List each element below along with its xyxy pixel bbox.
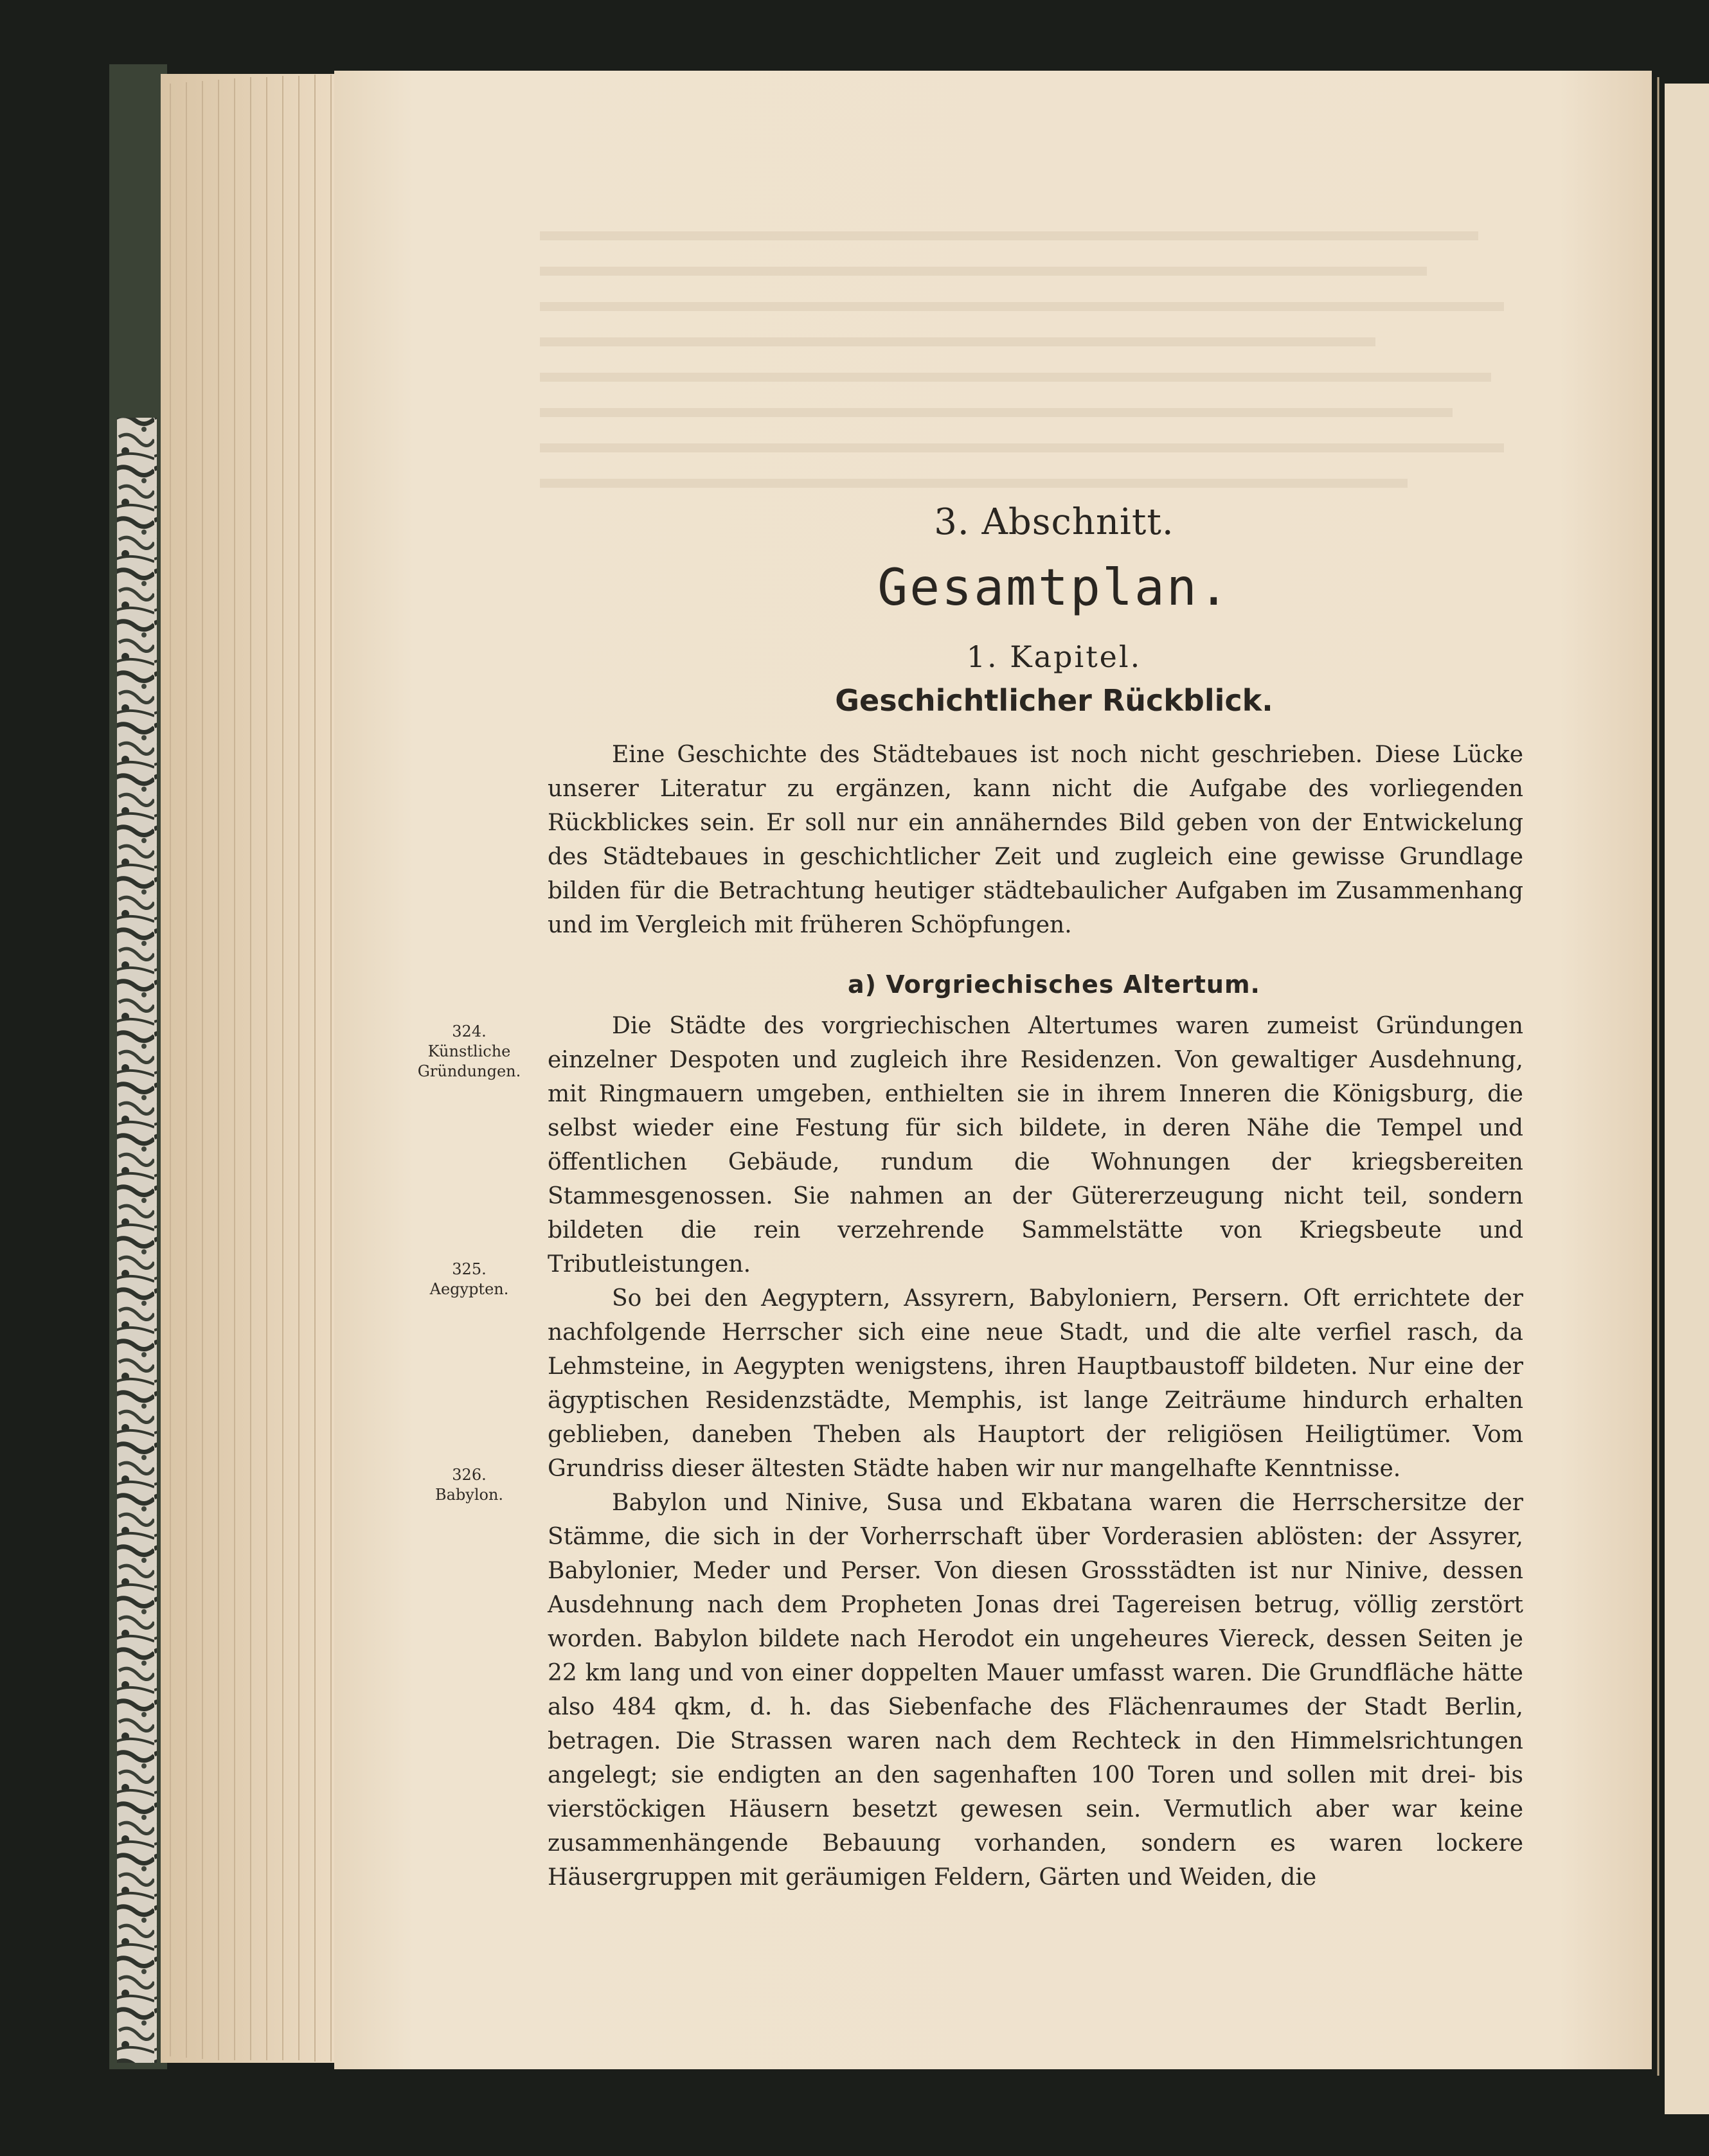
- marbled-cover: [117, 418, 157, 2063]
- part-title: Gesamtplan.: [877, 559, 1231, 617]
- paragraph-aegypten: So bei den Aegyptern, Assyrern, Babyloniern, Persern. Oft errichtete der nachfolgende Herrscher sich eine neue Stadt, und die alte verfiel rasch, da Lehmsteine, in Aegypten wenigstens, ihren Hauptbaustoff bildeten. Nur eine der ägyptischen Residenzstädte, Memphis, ist lange Zeiträume hindurch erhalten geblieben, daneben Theben als Hauptort der religiösen Heiligtümer. Vom Grundriss dieser ältesten Städte haben wir nur mangelhafte Kenntnisse.: [548, 1285, 1523, 1482]
- body-paragraphs: [548, 1009, 1523, 1894]
- intro-paragraph: Eine Geschichte des Städtebaues ist noch nicht geschrieben. Diese Lücke unserer Literatur zu ergänzen, kann nicht die Aufgabe des vorliegenden Rückblickes sein. Er soll nur ein annäherndes Bild geben von der Entwickelung des Städtebaues in geschichtlicher Zeit und zugleich eine gewisse Grundlage bilden für die Betrachtung heutiger städtebaulicher Aufgaben im Zusammenhang und im Vergleich mit früheren Schöpfungen.: [548, 742, 1523, 938]
- chapter-title: Geschichtlicher Rückblick.: [835, 683, 1273, 718]
- margin-note-label: Babylon.: [434, 1486, 504, 1504]
- paragraph-kuenstliche-gruendungen: Die Städte des vorgriechischen Altertumes waren zumeist Gründungen einzelner Despoten und zugleich ihre Residenzen. Von gewaltiger Ausdehnung, mit Ringmauern umgeben, enthielten sie in ihrem Inneren die Königsburg, die selbst wieder eine Festung für sich bildete, in deren Nähe die Tempel und öffentlichen Gebäude, rundum die Wohnungen der kriegsbereiten Stammesgenossen. Sie nahmen an der Gütererzeugung nicht teil, sondern bildeten die rein verzehrende Sammelstätte von Kriegsbeute und Tributleistungen.: [548, 1013, 1523, 1278]
- margin-note-326: [405, 1465, 533, 1505]
- paragraph-babylon: Babylon und Ninive, Susa und Ekbatana waren die Herrschersitze der Stämme, die sich in der Vorherrschaft über Vorderasien ablösten: der Assyrer, Babylonier, Meder und Perser. Von diesen Grossstädten ist nur Ninive, dessen Ausdehnung nach dem Propheten Jonas drei Tagereisen betrug, völlig zerstört worden. Babylon bildete nach Herodot ein ungeheures Viereck, dessen Seiten je 22 km lang und von einer doppelten Mauer umfasst waren. Die Grundfläche hätte also 484 qkm, d. h. das Siebenfache des Flächenraumes der Stadt Berlin, betragen. Die Strassen waren nach dem Rechteck in den Himmelsrichtungen angelegt; sie endigten an den sagenhaften 100 Toren und sollen mit drei- bis vierstöckigen Häusern besetzt gewesen sein. Vermutlich aber war keine zusammenhängende Bebauung vorhanden, sondern es waren lockere Häusergruppen mit geräumigen Feldern, Gärten und Weiden, die: [548, 1490, 1523, 1891]
- margin-note-325: [405, 1260, 533, 1299]
- margin-note-number: 325.: [452, 1260, 487, 1278]
- margin-note-label: Gründungen.: [417, 1062, 521, 1080]
- margin-note-number: 326.: [452, 1466, 487, 1484]
- margin-note-number: 324.: [452, 1022, 487, 1040]
- intro-paragraph-block: [548, 738, 1523, 942]
- margin-note-label: Künstliche: [427, 1042, 511, 1060]
- facing-page: [1665, 84, 1709, 2114]
- page-edges: [161, 74, 347, 2063]
- margin-note-324: [405, 1022, 533, 1082]
- subsection-heading: a) Vorgriechisches Altertum.: [848, 970, 1260, 999]
- chapter-heading: 1. Kapitel.: [966, 639, 1142, 674]
- section-heading: 3. Abschnitt.: [934, 501, 1174, 543]
- margin-note-label: Aegypten.: [429, 1280, 509, 1298]
